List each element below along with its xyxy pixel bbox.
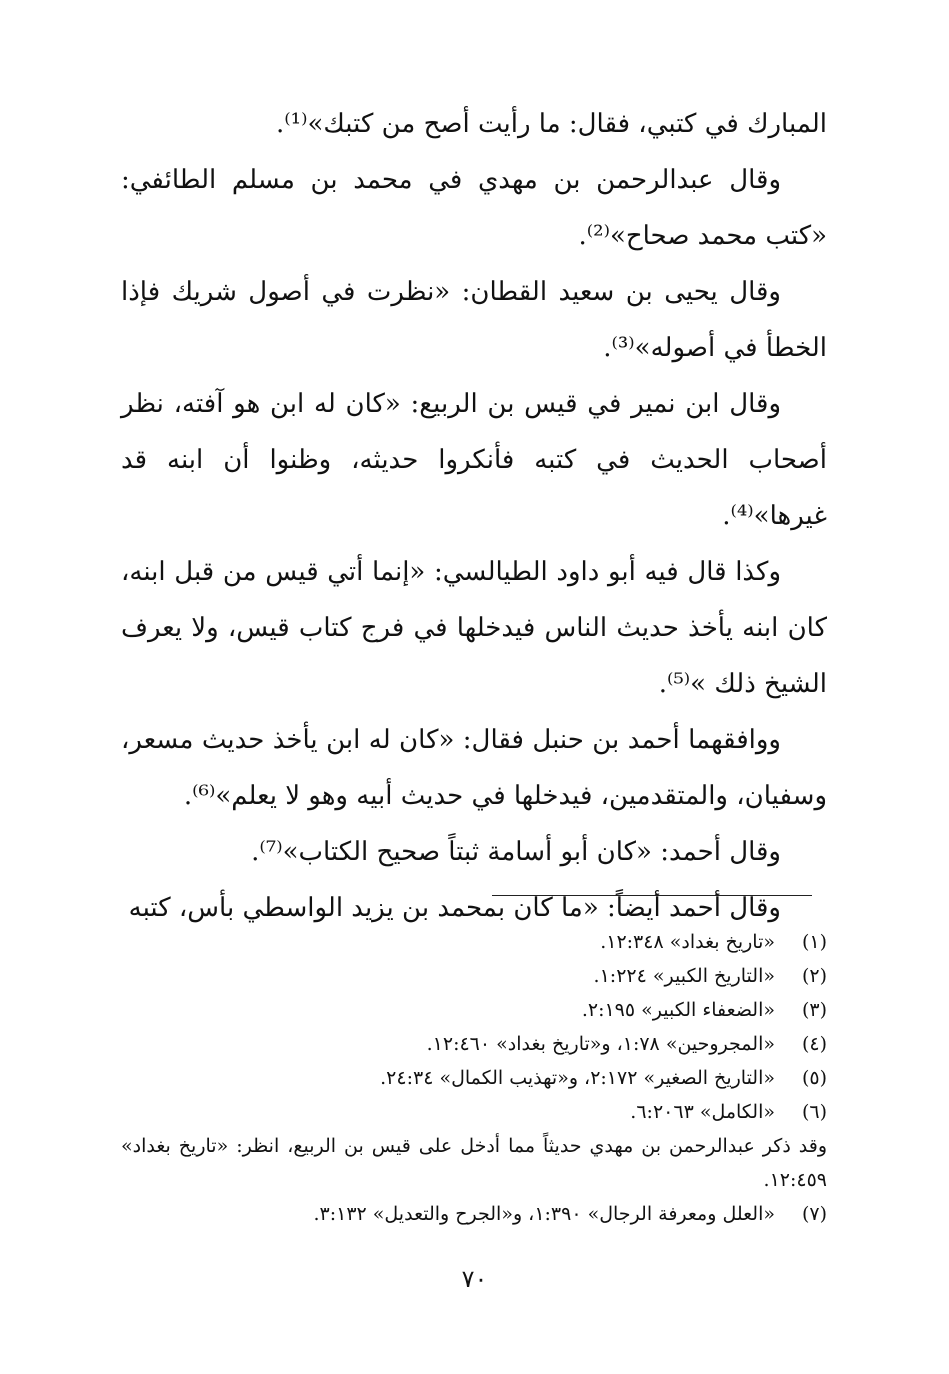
paragraph: وقال أحمد: «كان أبو أسامة ثبتاً صحيح الكتاب»⁽⁷⁾. xyxy=(251,837,781,867)
footnote xyxy=(121,1027,827,1061)
footnote-text: «التاريخ الصغير» ٢:١٧٢، و«تهذيب الكمال» ٢٤:٣٤. xyxy=(380,1067,775,1089)
footnote xyxy=(121,959,827,993)
footnote-number: (٤) xyxy=(801,1033,827,1055)
footnote xyxy=(121,993,827,1027)
paragraph: وقال أحمد أيضاً: «ما كان بمحمد بن يزيد الواسطي بأس، كتبه xyxy=(128,893,781,923)
paragraph: وقال عبدالرحمن بن مهدي في محمد بن مسلم الطائفي: «كتب محمد صحاح»⁽²⁾. xyxy=(121,165,827,251)
footnote-text: «التاريخ الكبير» ١:٢٢٤. xyxy=(593,965,775,987)
footnote-text: «الضعفاء الكبير» ٢:١٩٥. xyxy=(581,999,775,1021)
footnote xyxy=(121,1095,827,1129)
footnote-text: «تاريخ بغداد» ١٢:٣٤٨. xyxy=(600,931,775,953)
footnote-divider xyxy=(492,895,812,896)
paragraph: وقال يحيى بن سعيد القطان: «نظرت في أصول شريك فإذا الخطأ في أصوله»⁽³⁾. xyxy=(121,277,827,363)
page-number: ٧٠ xyxy=(461,1265,488,1293)
footnotes xyxy=(121,925,827,1231)
paragraph: ووافقهما أحمد بن حنبل فقال: «كان له ابن يأخذ حديث مسعر، وسفيان، والمتقدمين، فيدخلها في حديث أبيه وهو لا يعلم»⁽⁶⁾. xyxy=(121,725,827,811)
footnote-continuation: وقد ذكر عبدالرحمن بن مهدي حديثاً مما أدخل على قيس بن الربيع، انظر: «تاريخ بغداد» ١٢:٤٥٩. xyxy=(121,1135,827,1191)
paragraph: المبارك في كتبي، فقال: ما رأيت أصح من كتبك»⁽¹⁾. xyxy=(276,109,827,139)
main-text xyxy=(121,96,827,936)
footnote xyxy=(121,1061,827,1095)
footnote-text: «العلل ومعرفة الرجال» ١:٣٩٠، و«الجرح والتعديل» ٣:١٣٢. xyxy=(313,1203,775,1225)
footnote xyxy=(121,925,827,959)
footnote-text: «الكامل» ٦:٢٠٦٣. xyxy=(630,1101,775,1123)
footnote-number: (٦) xyxy=(801,1101,827,1123)
footnote-number: (٢) xyxy=(801,965,827,987)
footnote-text: «المجروحين» ١:٧٨، و«تاريخ بغداد» ١٢:٤٦٠. xyxy=(426,1033,775,1055)
footnote-number: (٧) xyxy=(801,1203,827,1225)
footnote-number: (٥) xyxy=(801,1067,827,1089)
footnote xyxy=(121,1197,827,1231)
paragraph: وقال ابن نمير في قيس بن الربيع: «كان له ابن هو آفته، نظر أصحاب الحديث في كتبه فأنكروا حديثه، وظنوا أن ابنه قد غيرها»⁽⁴⁾. xyxy=(121,389,827,531)
paragraph: وكذا قال فيه أبو داود الطيالسي: «إنما أتي قيس من قبل ابنه، كان ابنه يأخذ حديث الناس فيدخلها في فرج كتاب قيس، ولا يعرف الشيخ ذلك »⁽⁵⁾. xyxy=(121,557,827,699)
footnote-number: (١) xyxy=(801,931,827,953)
footnote-number: (٣) xyxy=(801,999,827,1021)
